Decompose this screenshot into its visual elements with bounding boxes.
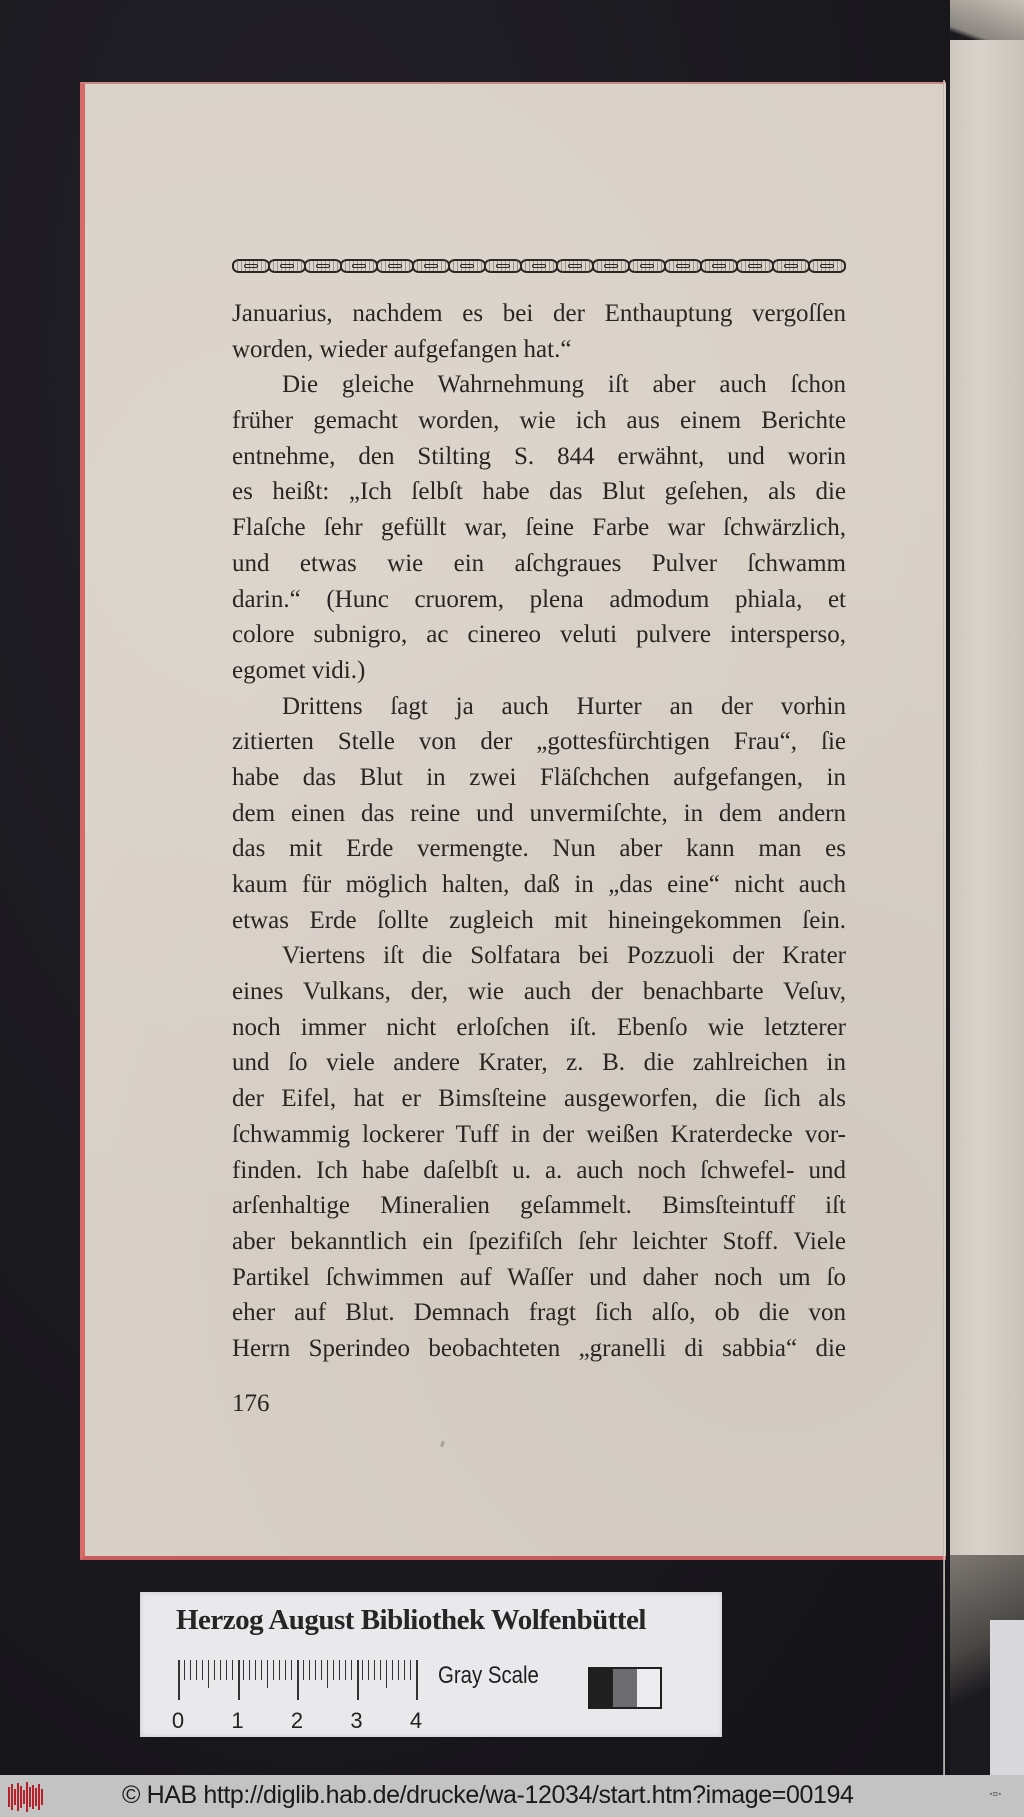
ruler-tick xyxy=(339,1660,340,1680)
ruler-tick xyxy=(368,1660,369,1680)
facing-page-edge xyxy=(950,40,1024,1560)
text-line: aber bekanntlich ein ſpezifiſch ſehr leichter Stoff. Viele xyxy=(232,1227,846,1255)
ruler-tick xyxy=(202,1660,203,1680)
ruler-label: 1 xyxy=(231,1708,244,1733)
ruler-tick xyxy=(327,1660,328,1688)
ruler-tick xyxy=(315,1660,316,1680)
text-line: Partikel ſchwimmen auf Waſſer und daher noch um ſo xyxy=(232,1263,846,1291)
ruler-tick xyxy=(321,1660,322,1680)
text-line: früher gemacht worden, wie ich aus einem Berichte xyxy=(232,407,846,435)
ruler-tick xyxy=(273,1660,274,1680)
glass-edge-line xyxy=(943,80,945,1775)
ornament-link xyxy=(808,259,846,273)
ruler-tick xyxy=(196,1660,197,1680)
text-line: und etwas wie ein aſchgraues Pulver ſchwamm xyxy=(232,549,846,577)
ruler-tick xyxy=(386,1660,387,1688)
ornament-link xyxy=(304,259,342,273)
ornament-link xyxy=(448,259,486,273)
page-number: 176 xyxy=(232,1390,270,1417)
ruler-tick xyxy=(333,1660,334,1680)
text-line: entnehme, den Stilting S. 844 erwähnt, und worin xyxy=(232,442,846,470)
hab-logo-icon xyxy=(6,1781,46,1813)
ruler-tick xyxy=(309,1660,310,1680)
ornament-link xyxy=(268,259,306,273)
ornament-link xyxy=(628,259,666,273)
ruler-tick xyxy=(255,1660,256,1680)
ornament-link xyxy=(232,259,270,273)
ruler-tick xyxy=(249,1660,250,1680)
text-line: das mit Erde vermengte. Nun aber kann man es xyxy=(232,835,846,863)
ornament-link xyxy=(376,259,414,273)
gray-scale-label: Gray Scale xyxy=(438,1662,539,1689)
text-line: zitierten Stelle von der „gottesfürchtigen Frau“, ſie xyxy=(232,728,846,756)
text-line: darin.“ (Hunc cruorem, plena admodum phiala, et xyxy=(232,585,846,613)
ornament-link xyxy=(556,259,594,273)
library-name: Herzog August Bibliothek Wolfenbüttel xyxy=(176,1604,646,1636)
ruler-tick xyxy=(178,1660,180,1700)
ruler-tick xyxy=(410,1660,411,1680)
text-line: eher auf Blut. Demnach fragt ſich alſo, ob die von xyxy=(232,1299,846,1327)
text-line: Herrn Sperindeo beobachteten „granelli di sabbia“ die xyxy=(232,1334,846,1362)
ornament-link xyxy=(772,259,810,273)
ruler-tick xyxy=(214,1660,215,1680)
text-line: worden, wieder aufgefangen hat.“ xyxy=(232,335,572,363)
ruler-tick xyxy=(279,1660,280,1680)
text-line: es heißt: „Ich ſelbſt habe das Blut geſehen, als die xyxy=(232,478,846,506)
page-body-text xyxy=(232,296,846,1367)
text-line: Januarius, nachdem es bei der Enthauptung vergoſſen xyxy=(232,300,846,327)
ruler-tick xyxy=(285,1660,286,1680)
text-line: Die gleiche Wahrnehmung iſt aber auch ſchon xyxy=(282,371,846,399)
gray-scale-swatches xyxy=(588,1667,662,1709)
ruler-tick xyxy=(190,1660,191,1680)
ruler-tick xyxy=(345,1660,346,1680)
gray-swatch xyxy=(590,1669,613,1707)
text-line: habe das Blut in zwei Fläſchchen aufgefangen, in xyxy=(232,763,846,791)
ruler-tick xyxy=(232,1660,233,1680)
ruler-tick xyxy=(208,1660,209,1688)
text-line: dem einen das reine und unvermiſchte, in dem andern xyxy=(232,799,846,827)
text-line: Viertens iſt die Solfatara bei Pozzuoli der Krater xyxy=(282,942,846,970)
footer-bar xyxy=(0,1775,1024,1817)
ruler-tick xyxy=(351,1660,352,1680)
ornament-link xyxy=(412,259,450,273)
gray-swatch xyxy=(613,1669,636,1707)
ruler-tick xyxy=(357,1660,359,1700)
ruler-tick xyxy=(380,1660,381,1680)
ornament-link xyxy=(340,259,378,273)
text-line: egomet vidi.) xyxy=(232,656,366,684)
ruler-label: 3 xyxy=(350,1708,363,1733)
ruler-tick xyxy=(220,1660,221,1680)
text-line: und ſo viele andere Krater, z. B. die zahlreichen in xyxy=(232,1049,846,1077)
ruler-tick xyxy=(291,1660,292,1680)
ruler-tick xyxy=(362,1660,363,1680)
ruler-tick xyxy=(398,1660,399,1680)
ruler-tick xyxy=(374,1660,375,1680)
ornament-link xyxy=(520,259,558,273)
ruler-tick xyxy=(392,1660,393,1680)
ornament-link xyxy=(736,259,774,273)
text-line: arſenhaltige Mineralien geſammelt. Bimsſteintuff iſt xyxy=(232,1192,846,1220)
ornament-link xyxy=(700,259,738,273)
centimeter-ruler xyxy=(171,1660,426,1733)
ruler-tick xyxy=(297,1660,299,1700)
gray-swatch xyxy=(637,1669,660,1707)
facing-color-card-edge xyxy=(990,1620,1024,1775)
text-line: etwas Erde ſollte zugleich mit hineingekommen ſein. xyxy=(232,906,846,934)
ruler-tick xyxy=(416,1660,418,1700)
text-line: ſchwammig lockerer Tuff in der weißen Kraterdecke vor- xyxy=(232,1120,846,1148)
ruler-label: 0 xyxy=(171,1708,185,1733)
ruler-tick xyxy=(303,1660,304,1680)
footer-mini-icons: ▪◘▪ xyxy=(989,1791,1002,1798)
copyright-link[interactable]: © HAB http://diglib.hab.de/drucke/wa-12034/start.htm?image=00194 xyxy=(122,1781,854,1809)
ruler-tick xyxy=(226,1660,227,1680)
header-ornament-border xyxy=(232,257,844,275)
ruler-tick xyxy=(184,1660,185,1680)
ruler-tick xyxy=(243,1660,244,1680)
text-line: noch immer nicht erloſchen iſt. Ebenſo wie letzterer xyxy=(232,1013,846,1041)
text-line: der Eifel, hat er Bimsſteine ausgeworfen, die ſich als xyxy=(232,1085,846,1113)
text-line: colore subnigro, ac cinereo veluti pulvere intersperso, xyxy=(232,621,846,649)
ruler-tick xyxy=(267,1660,268,1688)
text-line: Flaſche ſehr gefüllt war, ſeine Farbe war ſchwärzlich, xyxy=(232,514,846,542)
ruler-label: 4 xyxy=(409,1708,423,1733)
ruler-tick xyxy=(238,1660,240,1700)
ornament-link xyxy=(664,259,702,273)
ornament-link xyxy=(484,259,522,273)
text-line: Drittens ſagt ja auch Hurter an der vorhin xyxy=(282,692,846,720)
color-reference-card xyxy=(140,1592,722,1737)
text-line: eines Vulkans, der, wie auch der benachbarte Veſuv, xyxy=(232,978,846,1006)
text-line: finden. Ich habe daſelbſt u. a. auch noch ſchwefel- und xyxy=(232,1156,846,1184)
ornament-link xyxy=(592,259,630,273)
text-line: kaum für möglich halten, daß in „das eine“ nicht auch xyxy=(232,871,846,898)
ruler-tick xyxy=(261,1660,262,1680)
ruler-label: 2 xyxy=(290,1708,304,1733)
ruler-tick xyxy=(404,1660,405,1680)
